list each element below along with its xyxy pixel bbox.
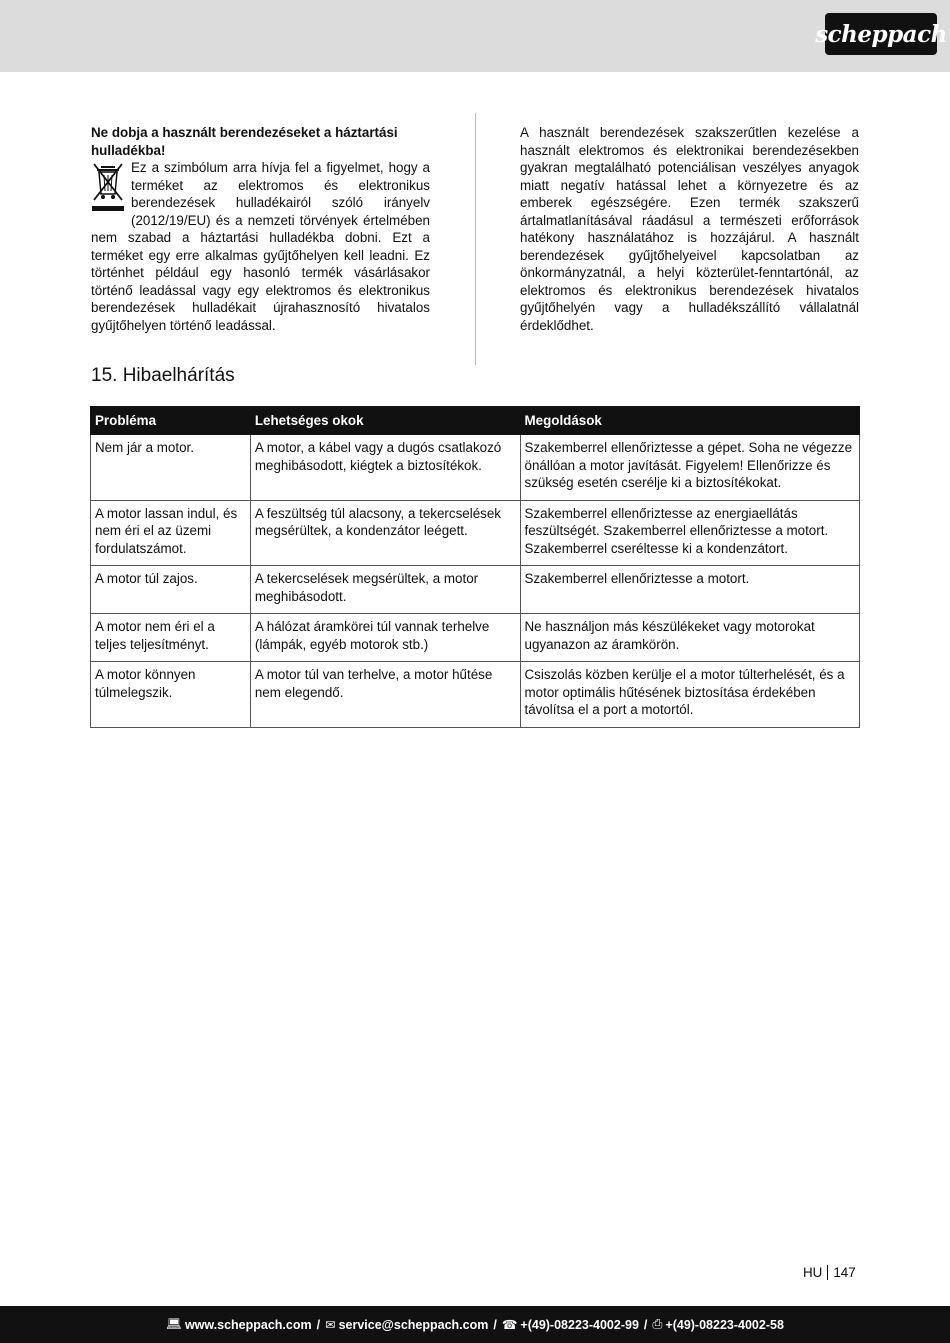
phone-icon: ☎	[501, 1318, 518, 1332]
header-band	[0, 0, 950, 72]
table-row	[91, 614, 860, 662]
cause-cell: A motor, a kábel vagy a dugós csatlakozó meghibásodott, kiégtek a biztosítékok.	[250, 435, 520, 501]
solution-cell: Szakemberrel ellenőriztesse a gépet. Soha ne végezze önállóan a motor javítását. Figyelem! Ellenőrizze és szükség esetén cserélje ki a biztosítékokat.	[520, 435, 860, 501]
solution-cell: Szakemberrel ellenőriztesse az energiaellátás feszültségét. Szakemberrel ellenőriztesse a motort. Szakemberrel cseréltesse ki a kondenzátort.	[520, 500, 860, 566]
header-causes: Lehetséges okok	[250, 407, 520, 435]
table-header-row	[91, 407, 860, 435]
disposal-body	[91, 159, 430, 334]
column-divider	[475, 113, 476, 365]
problem-cell: A motor túl zajos.	[91, 566, 251, 614]
header-problem: Probléma	[91, 407, 251, 435]
page-number	[803, 1265, 856, 1280]
cause-cell: A tekercselések megsérültek, a motor meghibásodott.	[250, 566, 520, 614]
footer-phone: +(49)-08223-4002-99	[520, 1317, 639, 1332]
table-row	[91, 566, 860, 614]
footer-fax: +(49)-08223-4002-58	[665, 1317, 784, 1332]
footer-contact-bar	[0, 1306, 950, 1343]
table-row	[91, 662, 860, 728]
table-row	[91, 500, 860, 566]
solution-cell: Csiszolás közben kerülje el a motor túlterhelését, és a motor optimális hűtésének biztosítása érdekében távolítsa el a port a motortól.	[520, 662, 860, 728]
brand-logo[interactable]: scheppach	[825, 13, 937, 55]
footer-separator: /	[643, 1317, 648, 1332]
disposal-right-text: A használt berendezések szakszerűtlen kezelése a használt elektromos és elektronikai berendezésekben gyakran megtalálható potenciálisan veszélyes anyagok miatt negatív hatással lehet a környezetre és az emberek egészségére. Ezen termék szakszerű ártalmatlanításával ráadásul a természeti erőforrások hatékony használatához is hozzájárul. A használt berendezések gyűjtőhelyeivel kapcsolatban az önkormányzatnál, a helyi közterület-fenntartónál, az elektromos és elektronikus berendezések hivatalos gyűjtőhelyén vagy a hulladékszállító vállalatnál érdeklődhet.	[520, 125, 859, 333]
troubleshooting-table	[90, 406, 860, 728]
cause-cell: A hálózat áramkörei túl vannak terhelve (lámpák, egyéb motorok stb.)	[250, 614, 520, 662]
problem-cell: A motor könnyen túlmelegszik.	[91, 662, 251, 728]
computer-icon: 💻︎	[166, 1317, 182, 1331]
crossed-bin-icon	[91, 162, 125, 212]
disposal-body-text: Ez a szimbólum arra hívja fel a figyelmet, hogy a terméket az elektromos és elektronikus berendezések hulladékairól szóló irányelv (2012/19/EU) és a nemzeti törvények értelmében nem szabad a háztartási hulladékba dobni. Ezt a terméket egy erre alkalmas gyűjtőhelyen kell leadni. Ez történhet például egy hasonló termék vásárlásakor történő leadással vagy egy elektromos és elektronikus berendezések hulladékait újrahasznosító hivatalos gyűjtőhelyen történő leadással.	[91, 160, 430, 333]
footer-separator: /	[316, 1317, 321, 1332]
section-title: 15. Hibaelhárítás	[91, 365, 235, 386]
page-num: 147	[833, 1265, 856, 1280]
fax-icon: ⎙	[652, 1317, 663, 1331]
solution-cell: Szakemberrel ellenőriztesse a motort.	[520, 566, 860, 614]
cause-cell: A feszültség túl alacsony, a tekercselések megsérültek, a kondenzátor leégett.	[250, 500, 520, 566]
problem-cell: A motor nem éri el a teljes teljesítményt.	[91, 614, 251, 662]
disposal-heading: Ne dobja a használt berendezéseket a háztartási hulladékba!	[91, 125, 398, 158]
mail-icon: ✉︎	[325, 1318, 336, 1332]
footer-website[interactable]: www.scheppach.com	[184, 1317, 312, 1332]
header-solutions: Megoldások	[520, 407, 860, 435]
footer-email[interactable]: service@scheppach.com	[338, 1317, 489, 1332]
problem-cell: A motor lassan indul, és nem éri el az üzemi fordulatszámot.	[91, 500, 251, 566]
cause-cell: A motor túl van terhelve, a motor hűtése nem elegendő.	[250, 662, 520, 728]
table-row	[91, 435, 860, 501]
solution-cell: Ne használjon más készülékeket vagy motorokat ugyanazon az áramkörön.	[520, 614, 860, 662]
disposal-notice	[91, 124, 430, 334]
page-separator	[827, 1265, 828, 1280]
problem-cell: Nem jár a motor.	[91, 435, 251, 501]
page-lang: HU	[803, 1265, 823, 1280]
footer-separator: /	[493, 1317, 497, 1332]
